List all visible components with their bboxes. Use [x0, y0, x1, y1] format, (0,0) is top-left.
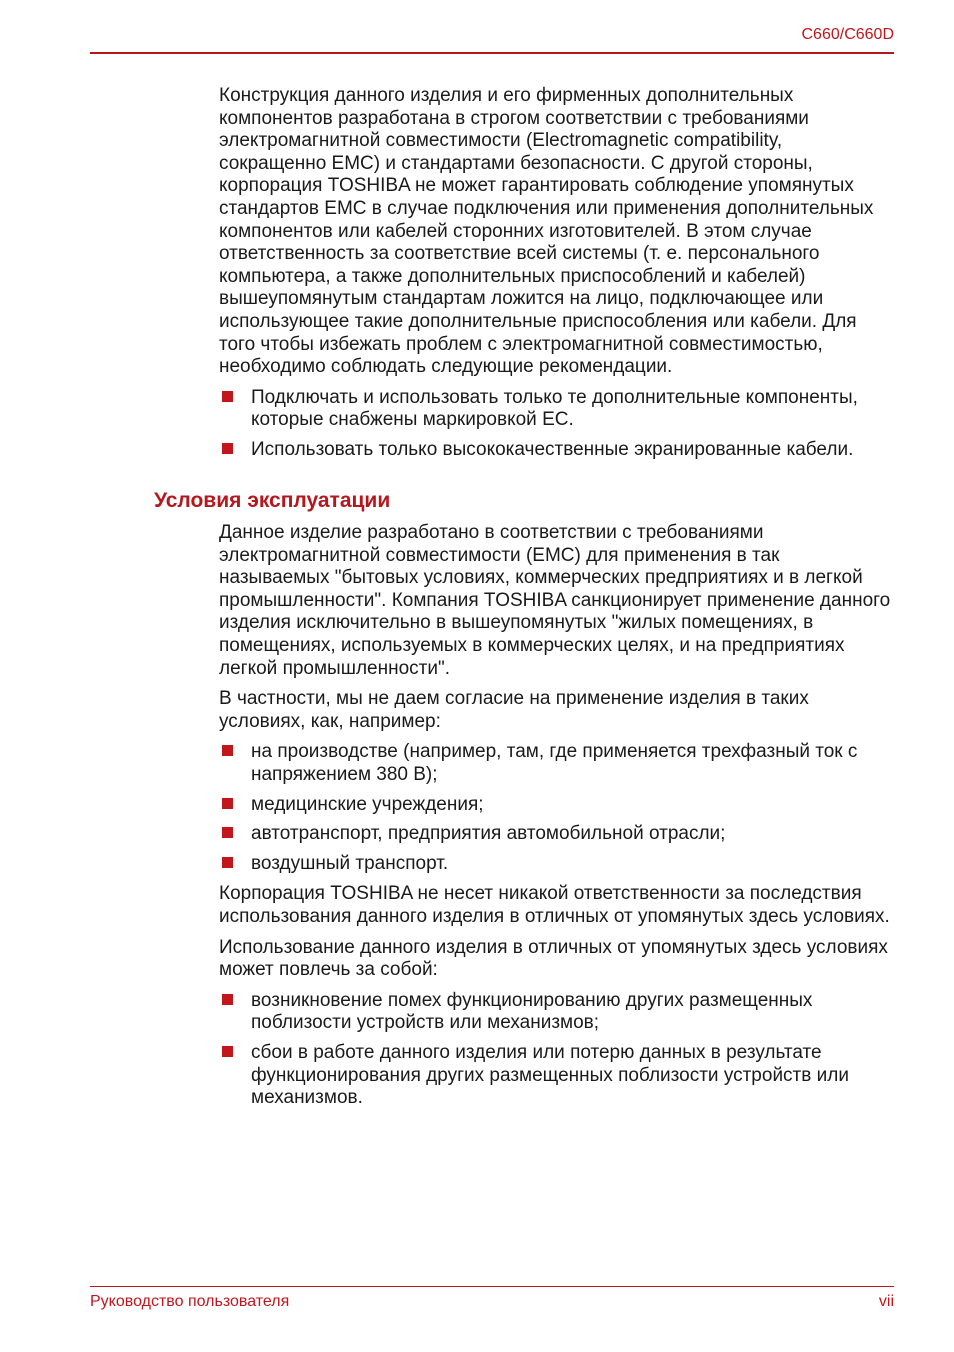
header-model: C660/C660D [801, 26, 894, 43]
footer-title: Руководство пользователя [90, 1293, 290, 1310]
section-paragraph-4: Использование данного изделия в отличных от упомянутых здесь условиях может повлечь за собой: [219, 936, 888, 981]
footer-rule [90, 1286, 894, 1287]
section-paragraph-2: В частности, мы не даем согласие на применение изделия в таких условиях, как, например: [219, 688, 809, 732]
list-item [219, 387, 894, 432]
list-item-text: возникновение помех функционированию других размещенных поблизости устройств или механизмов; [251, 989, 813, 1034]
square-bullet-icon [222, 443, 233, 454]
list-item [219, 823, 894, 846]
list-item [219, 853, 894, 876]
list-item [219, 990, 894, 1035]
section-paragraph-1: Данное изделие разработано в соответствии с требованиями электромагнитной совместимости (EMC) для применения в так называемых "бытовых условиях, коммерческих предприятиях и в легкой промышленности". Компания TOSHIBA санкционирует применение данного изделия исключительно в вышеупомянутых "жилых помещениях, в помещениях, используемых в коммерческих целях, и на предприятиях легкой промышленности". [219, 522, 891, 679]
list-item-text: автотранспорт, предприятия автомобильной отрасли; [251, 823, 726, 845]
square-bullet-icon [222, 994, 233, 1005]
restriction-bullet-list [219, 741, 894, 875]
list-item-text: на производстве (например, там, где применяется трехфазный ток с напряжением 380 В); [251, 741, 858, 786]
square-bullet-icon [222, 745, 233, 756]
square-bullet-icon [222, 827, 233, 838]
list-item [219, 1042, 894, 1110]
list-item-text: сбои в работе данного изделия или потерю данных в результате функционирования других размещенных поблизости устройств или механизмов. [251, 1041, 849, 1109]
header-rule [90, 52, 894, 54]
section-heading: Условия эксплуатации [154, 488, 391, 512]
page-content [154, 85, 894, 1118]
page-number: vii [878, 1293, 894, 1310]
consequence-bullet-list [219, 990, 894, 1110]
list-item-text: медицинские учреждения; [251, 793, 484, 815]
square-bullet-icon [222, 857, 233, 868]
intro-paragraph: Конструкция данного изделия и его фирменных дополнительных компонентов разработана в строгом соответствии с требованиями электромагнитной совместимости (Electromagnetic compatibility, сокращенно EMC) и стандартами безопасности. С другой стороны, корпорация TOSHIBA не может гарантировать соблюдение упомянутых стандартов EMC в случае подключения или применения дополнительных компонентов или кабелей сторонних изготовителей. В этом случае ответственность за соответствие всей системы (т. е. персонального компьютера, а также дополнительных приспособлений и кабелей) вышеупомянутым стандартам ложится на лицо, подключающее или использующее такие дополнительные приспособления или кабели. Для того чтобы избежать проблем с электромагнитной совместимостью, необходимо соблюдать следующие рекомендации. [219, 85, 874, 378]
list-item-text: Подключать и использовать только те дополнительные компоненты, которые снабжены маркировкой EC. [251, 386, 858, 431]
list-item-text: воздушный транспорт. [251, 852, 449, 874]
list-item [219, 794, 894, 817]
section-paragraph-3: Корпорация TOSHIBA не несет никакой ответственности за последствия использования данного изделия в отличных от упомянутых здесь условиях. [219, 883, 890, 927]
list-item-text: Использовать только высококачественные экранированные кабели. [251, 438, 854, 460]
list-item [219, 741, 894, 786]
intro-bullet-list [219, 387, 894, 462]
square-bullet-icon [222, 1046, 233, 1057]
square-bullet-icon [222, 391, 233, 402]
square-bullet-icon [222, 798, 233, 809]
list-item [219, 439, 894, 462]
